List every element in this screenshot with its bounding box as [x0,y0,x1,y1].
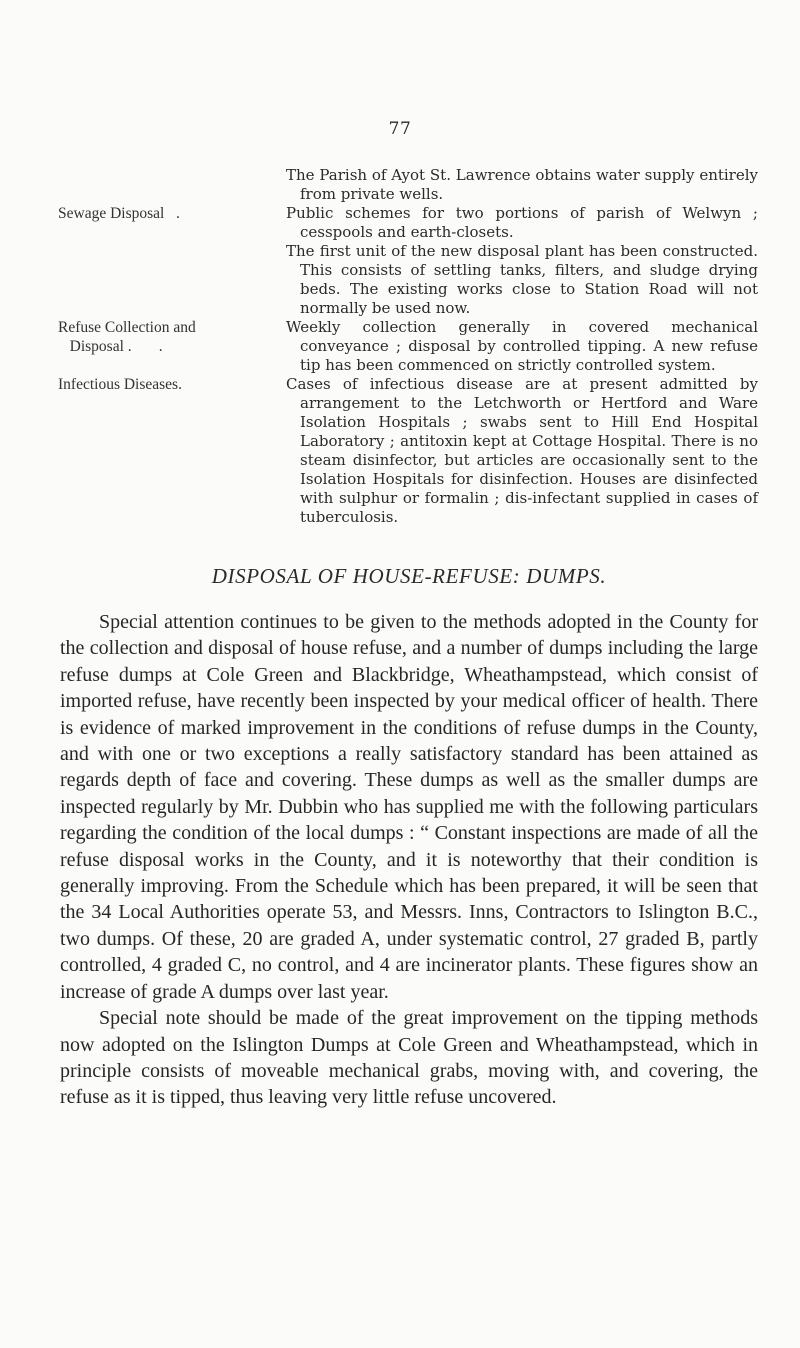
side-label-infectious-diseases: Infectious Diseases. [58,376,182,393]
section-heading: DISPOSAL OF HOUSE-REFUSE: DUMPS. [211,564,607,588]
side-label [58,375,286,394]
paragraph: Special note should be made of the great improvement on the tipping methods now adopted on the Islington Dumps at Cole Green and Wheathampstead, which in principle consists of moveable mechanical grabs, moving with, and covering, the refuse as it is tipped, thus leaving very little refuse uncovered. [60,1007,758,1109]
entry-text-disposal-plant: The first unit of the new disposal plant has been constructed. This consists of settling tanks, filters, and sludge drying beds. The existing works close to Station Road will not normally be used now. [286,242,758,317]
entry-infectious-diseases [58,375,758,527]
side-label [58,318,286,356]
page-number: 77 [388,119,412,139]
report-entries [58,166,758,527]
side-label-refuse-collection: Refuse Collection and Disposal . . [58,319,196,355]
entry-sewage-disposal [58,204,758,242]
section-house-refuse-dumps [60,564,758,1111]
side-label-sewage-disposal: Sewage Disposal . [58,205,180,222]
entry-text-sewage-schemes: Public schemes for two portions of parish of Welwyn ; cesspools and earth-closets. [286,204,758,241]
entry-text-refuse-collection: Weekly collection generally in covered mechanical conveyance ; disposal by controlled tipping. A new refuse tip has been commenced on strictly controlled system. [286,318,758,374]
paragraph: Special attention continues to be given to the methods adopted in the County for the collection and disposal of house refuse, and a number of dumps including the large refuse dumps at Cole Green and Blackbridge, Wheathampstead, which consist of imported refuse, have recently been inspected by your medical officer of health. There is evidence of marked improvement in the conditions of refuse dumps in the County, and with one or two exceptions a really satisfactory standard has been attained as regards depth of face and covering. These dumps as well as the smaller dumps are inspected regularly by Mr. Dubbin who has supplied me with the following particulars regarding the condition of the local dumps : “ Constant inspections are made of all the refuse disposal works in the County, and it is noteworthy that their condition is generally improving. From the Schedule which has been prepared, it will be seen that the 34 Local Authorities operate 53, and Messrs. Inns, Contractors to Islington B.C., two dumps. Of these, 20 are graded A, under systematic control, 27 graded B, partly controlled, 4 graded C, no control, and 4 are incinerator plants. These figures show an increase of grade A dumps over last year. [60,611,758,1003]
side-label [58,204,286,223]
entry-text-water-supply: The Parish of Ayot St. Lawrence obtains water supply entirely from private wells. [286,166,758,203]
entry-water-supply [58,166,758,204]
entry-disposal-plant [58,242,758,318]
entry-text-infectious-diseases: Cases of infectious disease are at present admitted by arrangement to the Letchworth or Hertford and Ware Isolation Hospitals ; swabs sent to Hill End Hospital Laboratory ; antitoxin kept at Cottage Hospital. There is no steam disinfector, but articles are occasionally sent to the Isolation Hospitals for disinfection. Houses are disinfected with sulphur or formalin ; dis-infectant supplied in cases of tuberculosis. [286,375,758,526]
entry-refuse-collection [58,318,758,375]
